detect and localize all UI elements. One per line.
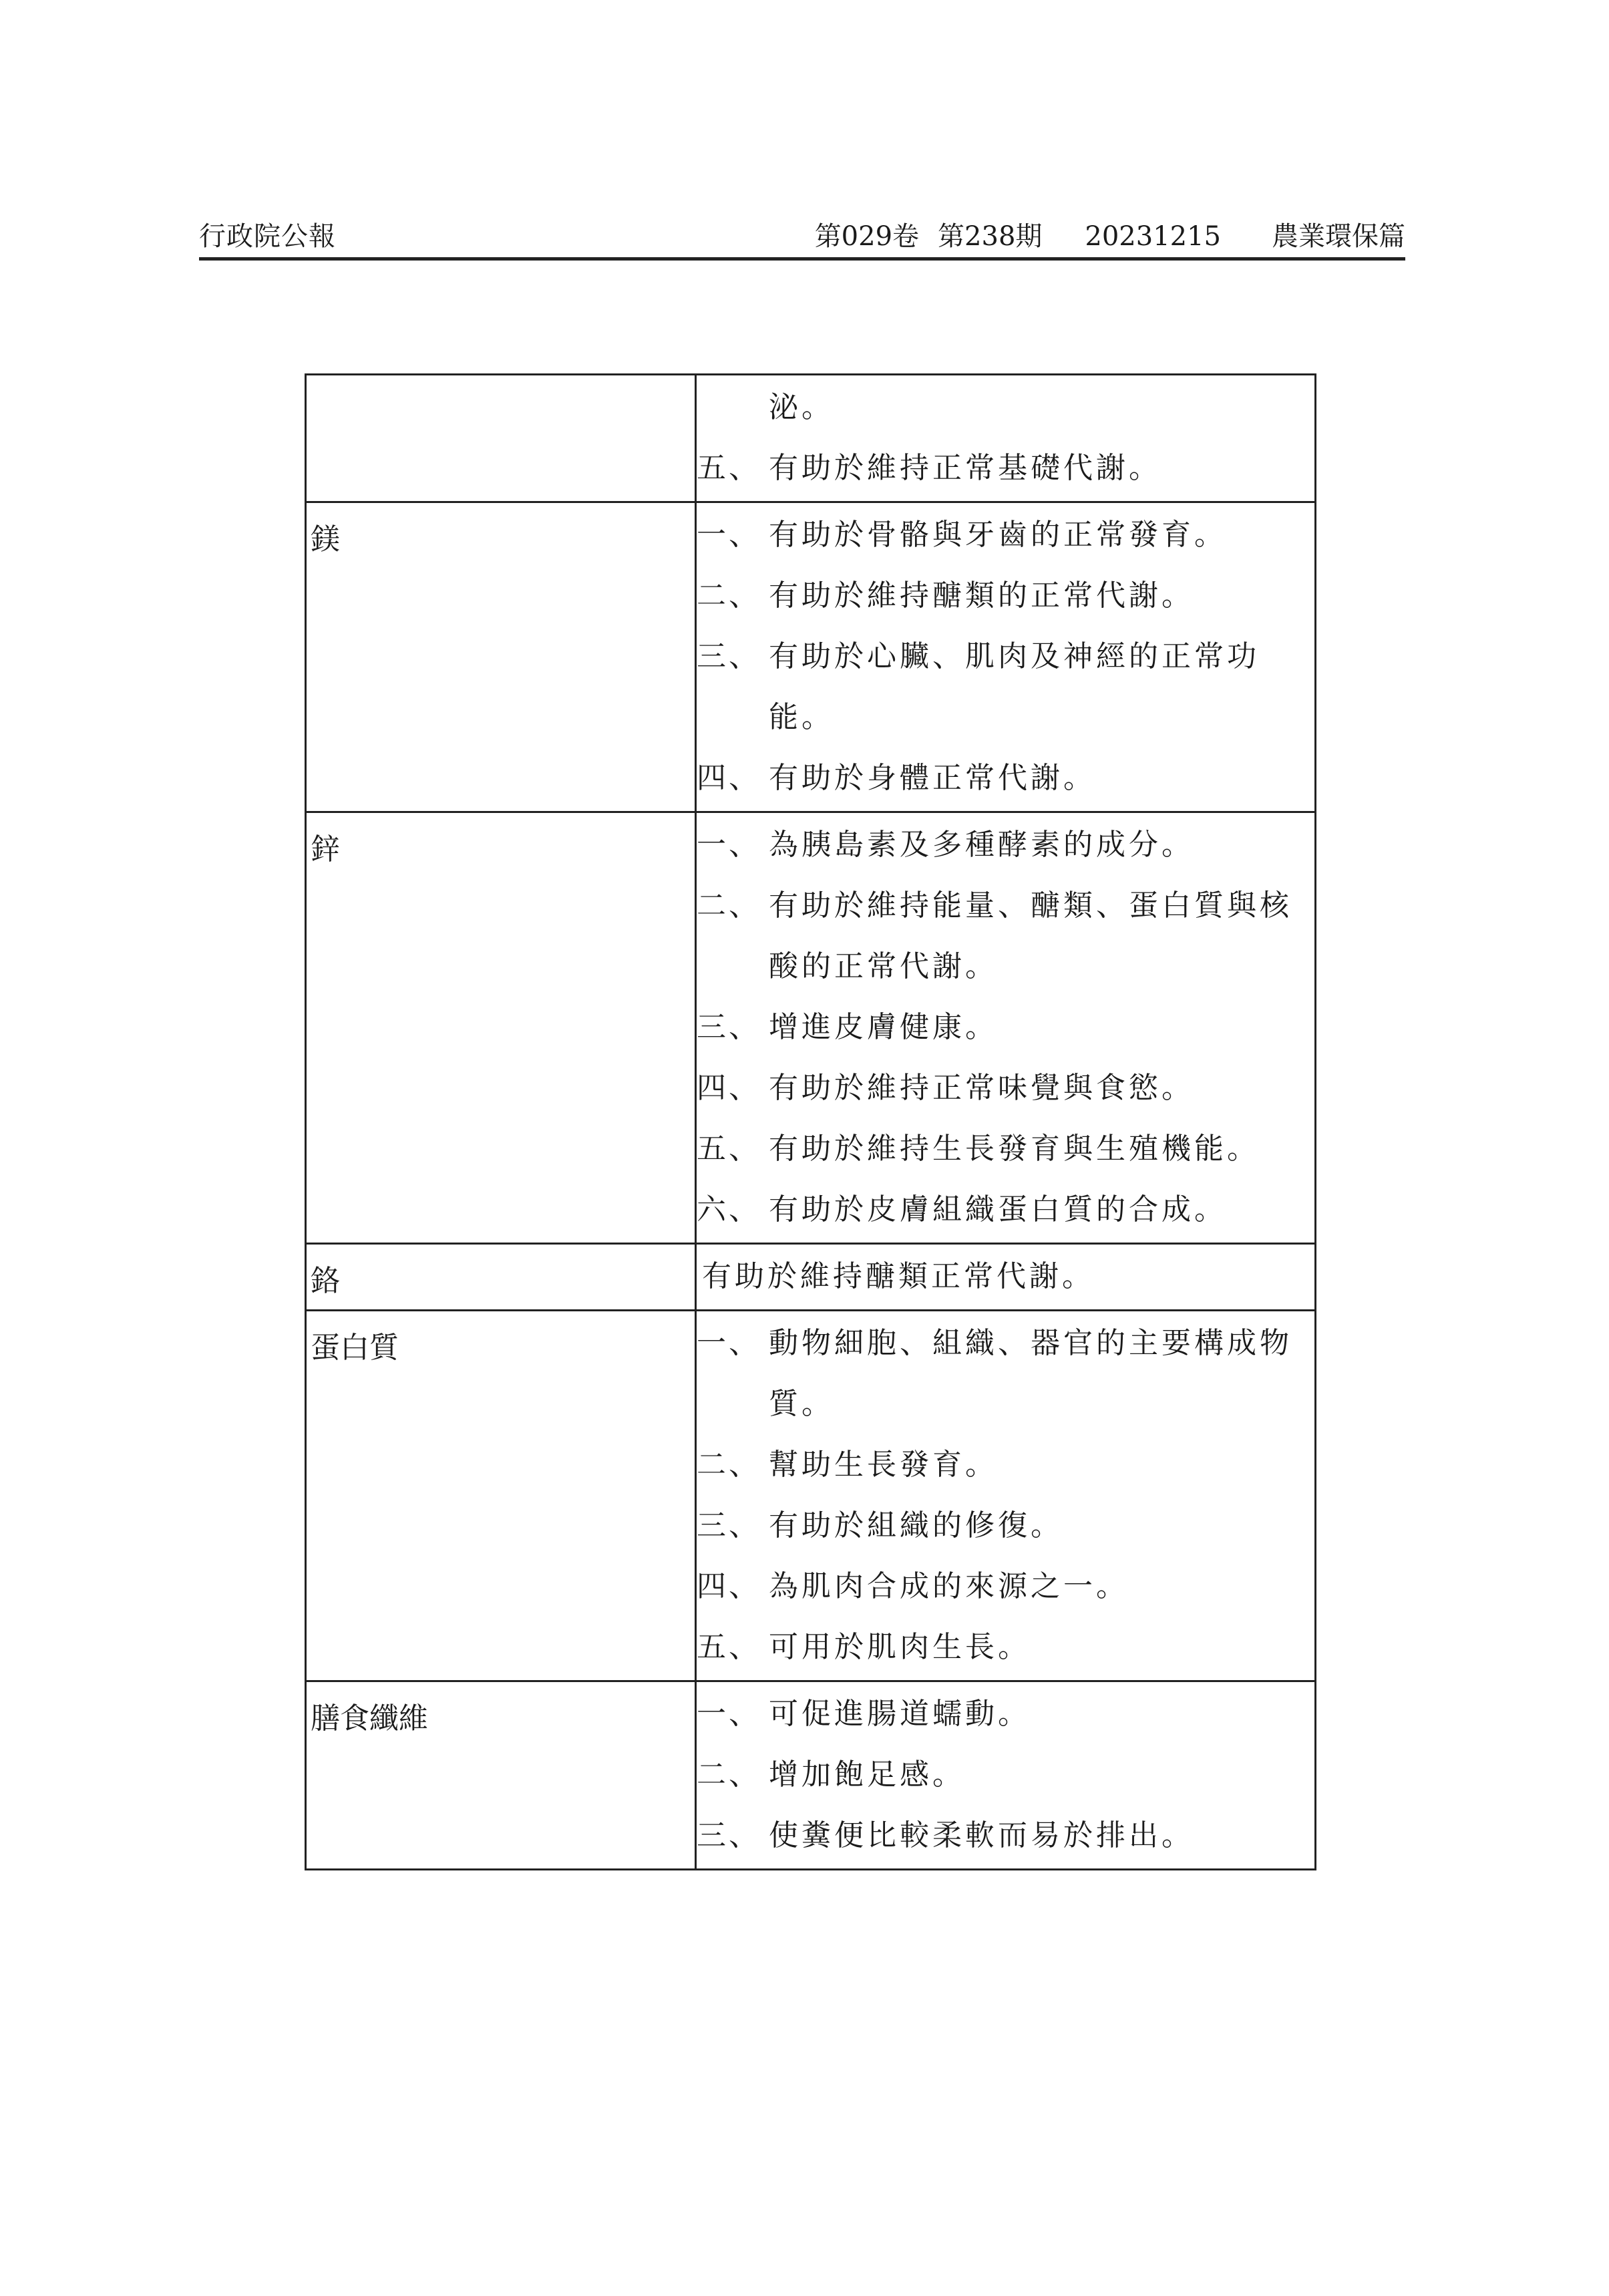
nutrient-claims-table [305, 373, 1316, 1870]
nutrient-name: 鎂 [306, 502, 696, 812]
claim-number: 二、 [697, 888, 761, 923]
table-body [306, 375, 1316, 1870]
claim-number: 四、 [697, 761, 761, 795]
claim-item [697, 1118, 1314, 1179]
issue-info [815, 215, 1405, 253]
table-row [306, 812, 1316, 1244]
claim-number: 一、 [697, 1697, 761, 1731]
claim-item [697, 1246, 1314, 1307]
claim-number: 三、 [697, 1010, 761, 1044]
health-claims-cell [696, 375, 1316, 502]
claim-item [697, 504, 1314, 565]
claim-item [697, 814, 1314, 875]
claim-text: 為肌肉合成的來源之一。 [769, 1569, 1129, 1603]
claim-text: 可促進腸道蠕動。 [769, 1697, 1031, 1731]
table-row [306, 502, 1316, 812]
claim-item [697, 1179, 1314, 1240]
claim-text: 泌。 [769, 390, 834, 424]
claim-text: 有助於皮膚組織蛋白質的合成。 [769, 1192, 1227, 1226]
claim-number: 五、 [697, 451, 761, 485]
claim-number: 一、 [697, 828, 761, 862]
claim-item [697, 565, 1314, 626]
claim-text: 有助於維持正常味覺與食慾。 [769, 1071, 1194, 1105]
publication-title: 行政院公報 [199, 221, 336, 252]
volume-label: 第029卷 [814, 221, 920, 252]
claim-item [697, 1617, 1314, 1677]
claim-text: 有助於維持醣類的正常代謝。 [769, 579, 1194, 613]
issue-label: 第238期 [938, 221, 1043, 252]
health-claims-cell [696, 1244, 1316, 1311]
claim-number: 四、 [697, 1569, 761, 1603]
claim-text: 有助於組織的修復。 [769, 1508, 1063, 1542]
claim-item [697, 1744, 1314, 1805]
claim-item [697, 377, 1314, 438]
table-row [306, 1681, 1316, 1870]
claim-number: 二、 [697, 1758, 761, 1792]
claim-item [697, 438, 1314, 498]
claim-text: 可用於肌肉生長。 [769, 1630, 1031, 1664]
nutrient-name: 鋅 [306, 812, 696, 1244]
nutrient-name: 鉻 [306, 1244, 696, 1311]
table-row [306, 375, 1316, 502]
claim-number: 三、 [697, 1818, 761, 1852]
claim-text: 有助於維持能量、醣類、蛋白質與核酸的正常代謝。 [769, 888, 1292, 983]
claim-text: 使糞便比較柔軟而易於排出。 [769, 1818, 1194, 1852]
page-header [199, 216, 1405, 261]
claim-number: 二、 [697, 1448, 761, 1482]
health-claims-cell [696, 1681, 1316, 1870]
claim-item [697, 1556, 1314, 1617]
claim-number: 四、 [697, 1071, 761, 1105]
claim-text: 有助於骨骼與牙齒的正常發育。 [769, 518, 1227, 552]
claim-item [697, 626, 1314, 748]
claim-item [697, 1805, 1314, 1866]
claim-text: 幫助生長發育。 [769, 1448, 998, 1482]
table-row [306, 1244, 1316, 1311]
claim-number: 一、 [697, 518, 761, 552]
claim-text: 動物細胞、組織、器官的主要構成物質。 [769, 1326, 1292, 1421]
claim-text: 有助於心臟、肌肉及神經的正常功能。 [769, 639, 1260, 734]
claim-text: 增進皮膚健康。 [769, 1010, 998, 1044]
claim-number: 二、 [697, 579, 761, 613]
nutrient-name [306, 375, 696, 502]
claim-item [697, 1057, 1314, 1118]
claim-item [697, 748, 1314, 808]
claim-item [697, 1495, 1314, 1556]
claim-item [697, 1683, 1314, 1744]
claim-text: 增加飽足感。 [769, 1758, 965, 1792]
health-claims-cell [696, 502, 1316, 812]
claim-text: 為胰島素及多種酵素的成分。 [769, 828, 1194, 862]
claim-number: 三、 [697, 1508, 761, 1542]
claim-number: 三、 [697, 639, 761, 673]
date-label: 20231215 [1085, 221, 1221, 252]
claim-item [697, 1434, 1314, 1495]
claim-number: 五、 [697, 1132, 761, 1166]
claim-item [697, 997, 1314, 1057]
claim-item [697, 1313, 1314, 1434]
section-label: 農業環保篇 [1272, 221, 1405, 252]
claim-text: 有助於維持正常基礎代謝。 [769, 451, 1161, 485]
health-claims-cell [696, 1311, 1316, 1681]
claim-text: 有助於維持醣類正常代謝。 [702, 1259, 1095, 1293]
claim-text: 有助於維持生長發育與生殖機能。 [769, 1132, 1260, 1166]
claim-text: 有助於身體正常代謝。 [769, 761, 1096, 795]
claim-number: 六、 [697, 1192, 761, 1226]
table-row [306, 1311, 1316, 1681]
health-claims-cell [696, 812, 1316, 1244]
claim-item [697, 875, 1314, 997]
claim-number: 一、 [697, 1326, 761, 1360]
claim-number: 五、 [697, 1630, 761, 1664]
nutrient-name: 膳食纖維 [306, 1681, 696, 1870]
nutrient-name: 蛋白質 [306, 1311, 696, 1681]
